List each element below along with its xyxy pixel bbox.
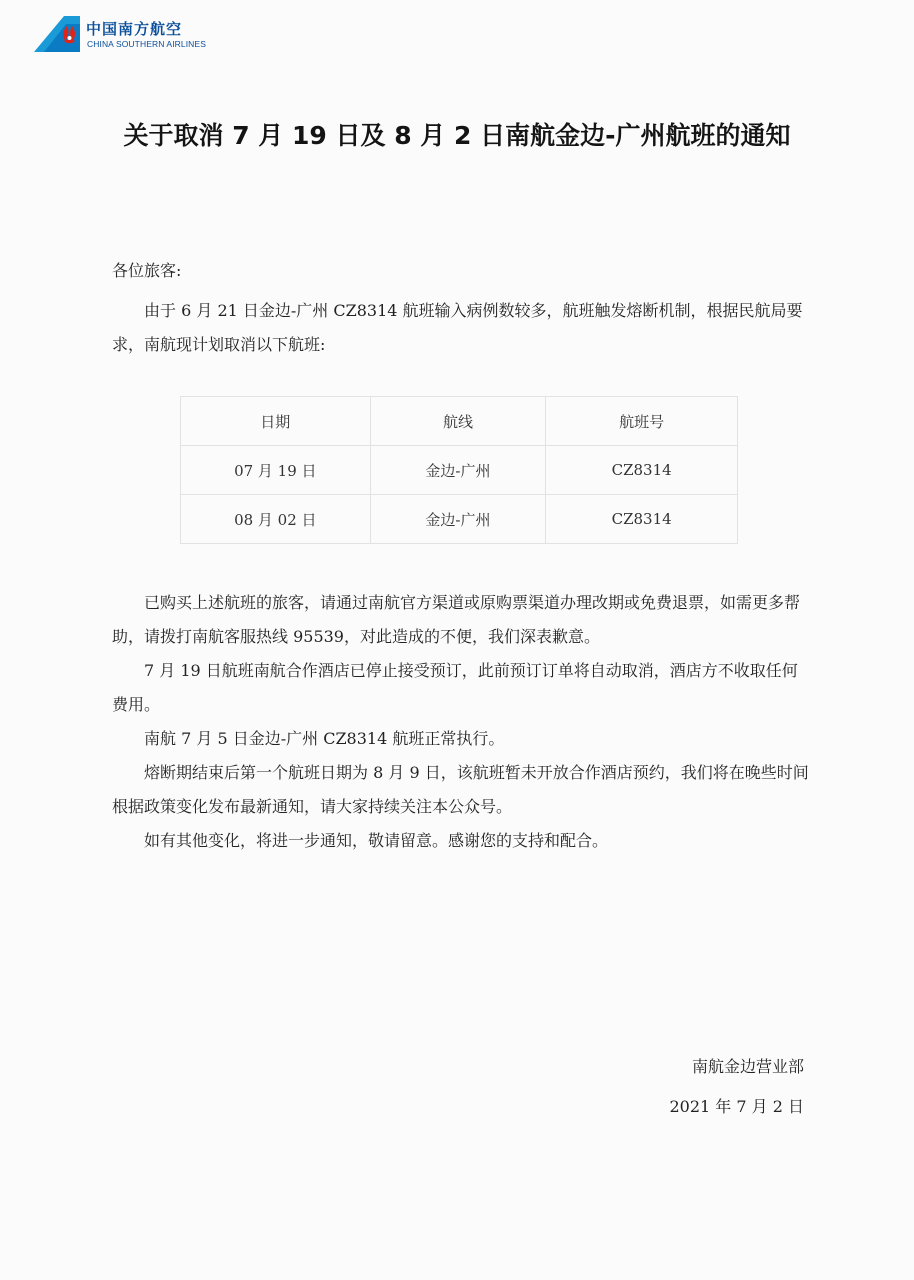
- paragraph-closing: 如有其他变化，将进一步通知，敬请留意。感谢您的支持和配合。: [144, 831, 609, 850]
- cancelled-flights-table: [180, 396, 738, 544]
- cell-flight-number: CZ8314: [546, 495, 738, 544]
- logo-english-name: CHINA SOUTHERN AIRLINES: [87, 39, 206, 49]
- table-header-row: [181, 397, 738, 446]
- paragraph-hotel: 7 月 19 日航班南航合作酒店已停止接受预订，此前预订订单将自动取消，酒店方不收取任何费用。: [112, 661, 798, 714]
- salutation: 各位旅客:: [112, 261, 182, 280]
- cell-date: 07 月 19 日: [181, 446, 371, 495]
- airline-logo: [34, 14, 224, 54]
- intro-text-block: [112, 294, 812, 362]
- notice-title: 关于取消 7 月 19 日及 8 月 2 日南航金边-广州航班的通知: [123, 121, 791, 150]
- kapok-flower-icon: [34, 14, 80, 54]
- header-flight-number: 航班号: [546, 397, 738, 446]
- cell-route: 金边-广州: [370, 495, 546, 544]
- paragraph-refund: 已购买上述航班的旅客，请通过南航官方渠道或原购票渠道办理改期或免费退票，如需更多帮助，请拨打南航客服热线 95539，对此造成的不便，我们深表歉意。: [112, 593, 801, 646]
- logo-chinese-name: 中国南方航空: [86, 20, 183, 38]
- intro-paragraph: 由于 6 月 21 日金边-广州 CZ8314 航班输入病例数较多，航班触发熔断机制，根据民航局要求，南航现计划取消以下航班:: [112, 301, 803, 354]
- paragraph-next-flight: 熔断期结束后第一个航班日期为 8 月 9 日，该航班暂未开放合作酒店预约，我们将在晚些时间根据政策变化发布最新通知，请大家持续关注本公众号。: [112, 763, 809, 816]
- cell-route: 金边-广州: [370, 446, 546, 495]
- signature-date: 2021 年 7 月 2 日: [669, 1097, 804, 1116]
- table-row: [181, 446, 738, 495]
- table-row: [181, 495, 738, 544]
- paragraph-normal-flight: 南航 7 月 5 日金边-广州 CZ8314 航班正常执行。: [144, 729, 505, 748]
- cell-flight-number: CZ8314: [546, 446, 738, 495]
- signature-department: 南航金边营业部: [691, 1057, 804, 1076]
- cell-date: 08 月 02 日: [181, 495, 371, 544]
- header-route: 航线: [370, 397, 546, 446]
- notice-body: [112, 586, 812, 858]
- header-date: 日期: [181, 397, 371, 446]
